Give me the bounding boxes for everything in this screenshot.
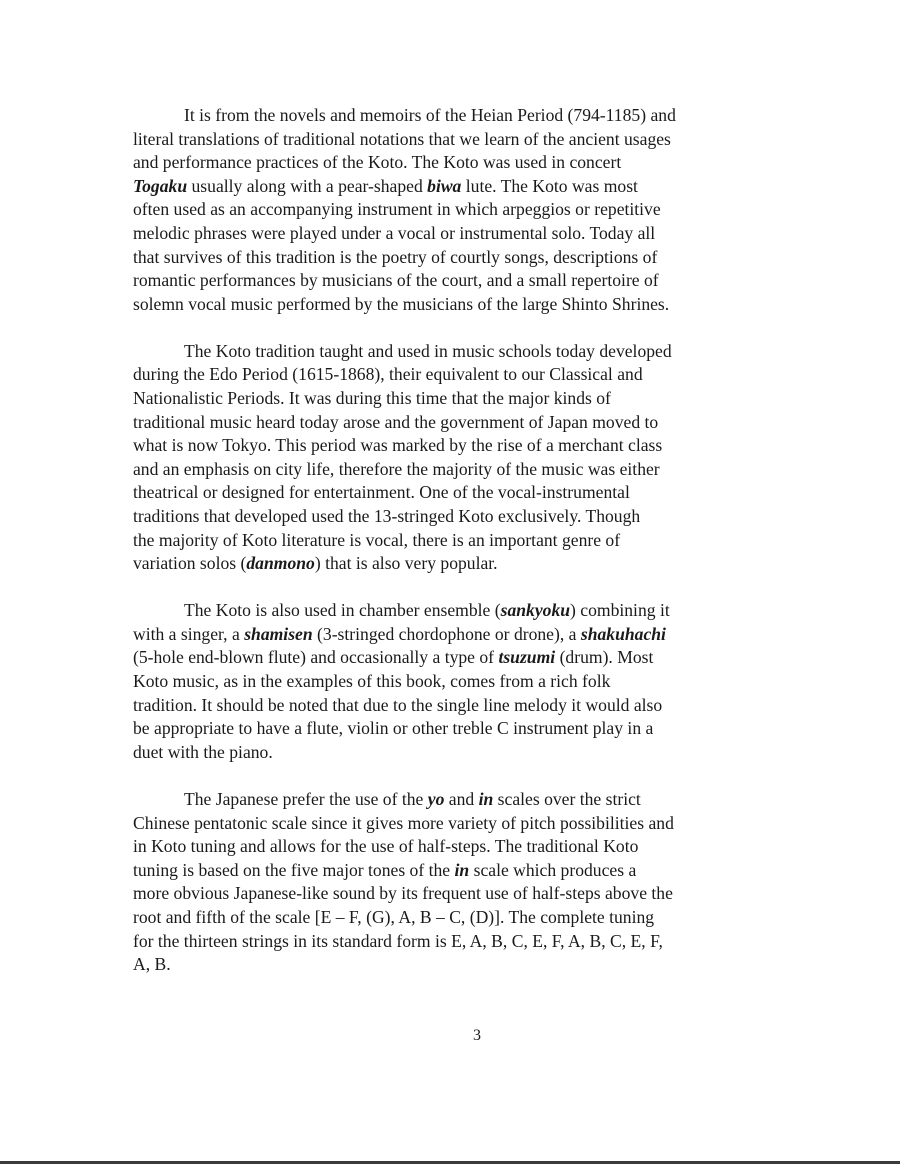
text-line	[133, 788, 773, 812]
text-line	[133, 481, 773, 505]
text-line	[133, 529, 773, 553]
text-line	[133, 505, 773, 529]
text-run: romantic performances by musicians of the court, and a small repertoire of	[133, 270, 659, 291]
text-line	[133, 741, 773, 765]
text-line	[133, 930, 773, 954]
text-run: during the Edo Period (1615-1868), their equivalent to our Classical and	[133, 364, 643, 385]
text-run: scale which produces a	[469, 859, 637, 880]
emphasized-term: danmono	[246, 553, 315, 574]
text-run: theatrical or designed for entertainment. One of the vocal-instrumental	[133, 482, 630, 503]
paragraph	[133, 104, 773, 316]
paragraph	[133, 788, 773, 977]
text-run: Koto music, as in the examples of this book, comes from a rich folk	[133, 671, 611, 692]
text-run: scales over the strict	[493, 788, 641, 809]
text-line	[133, 363, 773, 387]
text-run: Chinese pentatonic scale since it gives more variety of pitch possibilities and	[133, 812, 674, 833]
text-run: melodic phrases were played under a vocal or instrumental solo. Today all	[133, 222, 656, 243]
text-run: literal translations of traditional notations that we learn of the ancient usages	[133, 128, 671, 149]
emphasized-term: in	[478, 788, 494, 809]
text-run: usually along with a pear-shaped	[187, 175, 428, 196]
text-line	[133, 434, 773, 458]
emphasized-term: shamisen	[244, 623, 313, 644]
text-run: for the thirteen strings in its standard form is E, A, B, C, E, F, A, B, C, E, F,	[133, 930, 663, 951]
text-line	[133, 387, 773, 411]
text-line	[133, 623, 773, 647]
text-run: duet with the piano.	[133, 741, 273, 762]
text-line	[133, 198, 773, 222]
emphasized-term: biwa	[427, 175, 462, 196]
emphasized-term: yo	[427, 788, 445, 809]
paragraph	[133, 340, 773, 576]
text-line	[133, 670, 773, 694]
text-run: often used as an accompanying instrument in which arpeggios or repetitive	[133, 199, 661, 220]
text-line	[133, 151, 773, 175]
text-line	[133, 812, 773, 836]
text-line	[133, 222, 773, 246]
text-run: solemn vocal music performed by the musicians of the large Shinto Shrines.	[133, 293, 670, 314]
text-run: tradition. It should be noted that due to the single line melody it would also	[133, 694, 663, 715]
text-run: more obvious Japanese-like sound by its frequent use of half-steps above the	[133, 883, 673, 904]
text-run: and performance practices of the Koto. The Koto was used in concert	[133, 152, 622, 173]
text-run: The Koto is also used in chamber ensemble (	[184, 600, 501, 621]
emphasized-term: in	[454, 859, 470, 880]
text-run: the majority of Koto literature is vocal, there is an important genre of	[133, 529, 621, 550]
emphasized-term: sankyoku	[500, 600, 571, 621]
text-run: what is now Tokyo. This period was marked by the rise of a merchant class	[133, 435, 663, 456]
text-line	[133, 835, 773, 859]
text-line	[133, 104, 773, 128]
text-run: variation solos (	[133, 553, 247, 574]
paragraph	[133, 599, 773, 764]
text-run: (drum). Most	[555, 647, 654, 668]
text-run: and an emphasis on city life, therefore the majority of the music was either	[133, 458, 660, 479]
text-line	[133, 646, 773, 670]
body-text	[133, 104, 773, 1000]
text-run: Nationalistic Periods. It was during this time that the major kinds of	[133, 388, 611, 409]
text-run: ) combining it	[570, 600, 670, 621]
text-run: (5-hole end-blown flute) and occasionally a type of	[133, 647, 499, 668]
text-run: and	[444, 788, 479, 809]
text-line	[133, 175, 773, 199]
text-line	[133, 882, 773, 906]
text-line	[133, 269, 773, 293]
text-line	[133, 599, 773, 623]
text-run: traditions that developed used the 13-stringed Koto exclusively. Though	[133, 506, 641, 526]
text-line	[133, 293, 773, 317]
text-line	[133, 458, 773, 482]
text-line	[133, 246, 773, 270]
text-line	[133, 128, 773, 152]
emphasized-term: tsuzumi	[498, 647, 556, 668]
text-run: ) that is also very popular.	[314, 553, 498, 574]
text-run: in Koto tuning and allows for the use of half-steps. The traditional Koto	[133, 836, 639, 857]
text-line	[133, 906, 773, 930]
text-run: lute. The Koto was most	[461, 175, 638, 196]
text-run: be appropriate to have a flute, violin or other treble C instrument play in a	[133, 718, 654, 739]
text-run: A, B.	[133, 954, 171, 975]
text-line	[133, 340, 773, 364]
text-run: root and fifth of the scale [E – F, (G), A, B – C, (D)]. The complete tuning	[133, 906, 655, 927]
text-line	[133, 411, 773, 435]
text-line	[133, 694, 773, 718]
text-run: It is from the novels and memoirs of the Heian Period (794-1185) and	[184, 105, 676, 125]
text-run: that survives of this tradition is the poetry of courtly songs, descriptions of	[133, 246, 658, 267]
text-line	[133, 552, 773, 576]
text-run: The Koto tradition taught and used in music schools today developed	[184, 340, 672, 361]
emphasized-term: Togaku	[133, 175, 188, 196]
text-run: The Japanese prefer the use of the	[184, 788, 428, 809]
text-line	[133, 859, 773, 883]
text-run: traditional music heard today arose and the government of Japan moved to	[133, 411, 659, 432]
text-run: with a singer, a	[133, 623, 245, 644]
text-run: tuning is based on the five major tones of the	[133, 859, 455, 880]
text-line	[133, 953, 773, 977]
text-run: (3-stringed chordophone or drone), a	[312, 623, 581, 644]
emphasized-term: shakuhachi	[580, 623, 666, 644]
page-number: 3	[473, 1027, 481, 1044]
text-line	[133, 717, 773, 741]
